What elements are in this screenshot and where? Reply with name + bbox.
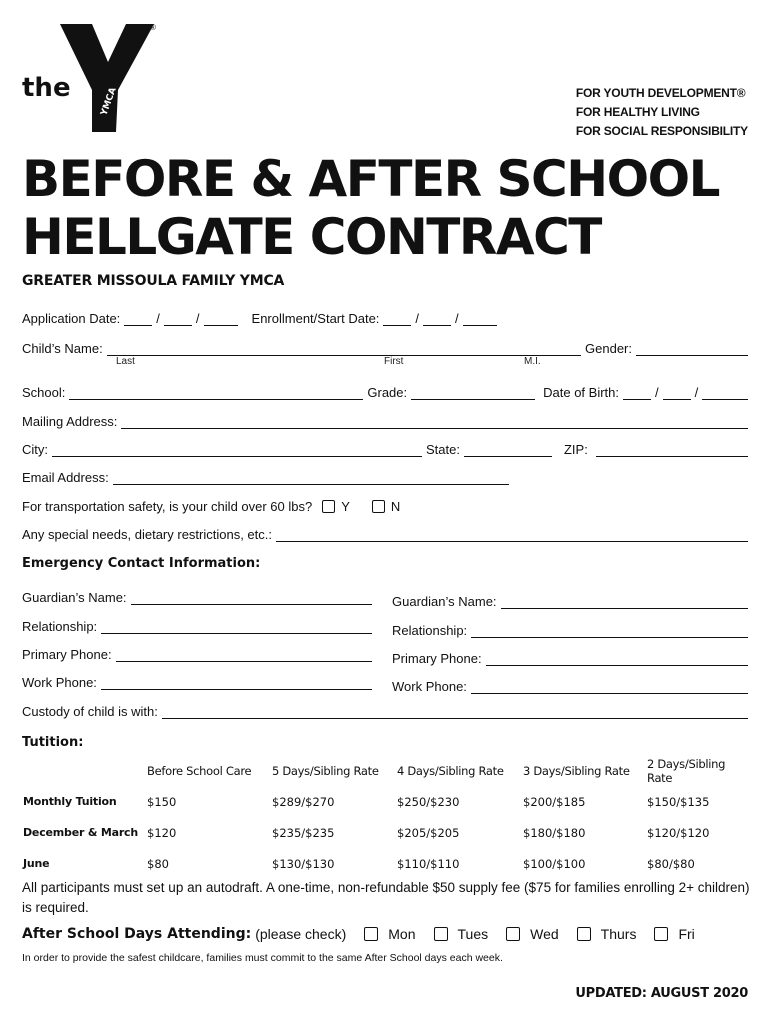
special-needs-label: Any special needs, dietary restrictions, etc.: xyxy=(22,527,273,542)
tuition-column-header: Before School Care xyxy=(147,764,252,778)
guardian1-primary-phone-label: Primary Phone: xyxy=(22,647,112,662)
zip-label: ZIP: xyxy=(563,442,588,457)
special-needs-row xyxy=(22,520,748,542)
dob-year[interactable] xyxy=(702,384,748,400)
application-date-year[interactable] xyxy=(204,310,238,326)
mailing-address-row xyxy=(22,407,748,429)
tuition-heading: Tutition: xyxy=(22,735,84,750)
days-attending-row xyxy=(22,926,695,942)
tuition-cell: $120/$120 xyxy=(647,825,710,840)
guardian2-relationship-row xyxy=(392,616,748,638)
guardian2-work-phone-label: Work Phone: xyxy=(392,679,467,694)
title-line-1: BEFORE & AFTER SCHOOL xyxy=(22,150,719,208)
zip-field[interactable] xyxy=(596,441,748,457)
enrollment-date-label: Enrollment/Start Date: xyxy=(251,311,380,326)
organization-name: GREATER MISSOULA FAMILY YMCA xyxy=(22,273,285,289)
guardian1-work-phone-label: Work Phone: xyxy=(22,675,97,690)
school-field[interactable] xyxy=(69,384,363,400)
day-fri-label: Fri xyxy=(678,926,695,942)
tuition-column-header: 2 Days/Sibling Rate xyxy=(647,757,726,785)
autodraft-note: All participants must set up an autodraft. A one-time, non-refundable $50 supply fee ($75 for families enrolling 2+ children) is required. xyxy=(22,880,750,915)
table-row xyxy=(22,786,750,817)
guardian1-name-row xyxy=(22,583,376,605)
guardian2-relationship-label: Relationship: xyxy=(392,623,468,638)
guardian2-name-field[interactable] xyxy=(501,593,748,609)
guardian1-relationship-label: Relationship: xyxy=(22,619,98,634)
custody-row xyxy=(22,697,748,719)
transport-yes-checkbox[interactable] xyxy=(322,500,335,513)
tuition-cell: $110/$110 xyxy=(397,856,460,871)
day-wed-checkbox[interactable] xyxy=(506,927,520,941)
email-row xyxy=(22,463,748,485)
guardian2-name-row xyxy=(392,587,748,609)
logo-ymca-text: YMCA xyxy=(99,86,119,118)
table-row xyxy=(22,817,750,848)
days-attending-hint: (please check) xyxy=(255,926,347,942)
email-label: Email Address: xyxy=(22,470,109,485)
transport-yes-label: Y xyxy=(341,499,350,514)
day-mon-checkbox[interactable] xyxy=(364,927,378,941)
tuition-cell: $250/$230 xyxy=(397,794,460,809)
custody-label: Custody of child is with: xyxy=(22,704,158,719)
dob-day[interactable] xyxy=(663,384,691,400)
tagline-line: FOR HEALTHY LIVING xyxy=(575,105,700,119)
tuition-cell: $200/$185 xyxy=(523,794,586,809)
commit-note: In order to provide the safest childcare, families must commit to the same After School days each week. xyxy=(22,952,503,964)
tuition-cell: $150 xyxy=(147,794,177,809)
guardian1-work-phone-field[interactable] xyxy=(101,674,372,690)
dob-month[interactable] xyxy=(623,384,651,400)
guardian2-primary-phone-label: Primary Phone: xyxy=(392,651,482,666)
grade-field[interactable] xyxy=(411,384,535,400)
city-label: City: xyxy=(22,442,48,457)
state-field[interactable] xyxy=(464,441,552,457)
guardian1-primary-phone-field[interactable] xyxy=(116,646,372,662)
guardian2-primary-phone-field[interactable] xyxy=(486,650,748,666)
tuition-row-label: December & March xyxy=(23,826,138,839)
mailing-address-field[interactable] xyxy=(121,413,748,429)
guardian1-primary-phone-row xyxy=(22,640,376,662)
guardian2-relationship-field[interactable] xyxy=(471,622,748,638)
guardian1-name-field[interactable] xyxy=(131,589,372,605)
city-field[interactable] xyxy=(52,441,422,457)
tagline xyxy=(576,84,748,141)
tuition-row-label: June xyxy=(23,857,50,870)
tagline-line: FOR YOUTH DEVELOPMENT® xyxy=(575,86,746,100)
day-thurs-label: Thurs xyxy=(600,926,637,942)
days-attending-label: After School Days Attending: xyxy=(22,926,252,942)
transport-no-label: N xyxy=(390,499,401,514)
email-field[interactable] xyxy=(113,469,509,485)
day-tues-label: Tues xyxy=(457,926,489,942)
name-first-hint: First xyxy=(384,356,404,367)
day-thurs-checkbox[interactable] xyxy=(577,927,591,941)
title-line-2: HELLGATE CONTRACT xyxy=(22,208,601,266)
emergency-heading: Emergency Contact Information: xyxy=(22,556,261,571)
ymca-logo xyxy=(22,16,172,134)
tuition-row-label: Monthly Tuition xyxy=(23,795,117,808)
tuition-cell: $120 xyxy=(147,825,177,840)
tuition-column-header: 4 Days/Sibling Rate xyxy=(397,764,504,778)
day-wed-label: Wed xyxy=(530,926,559,942)
day-mon-label: Mon xyxy=(388,926,416,942)
tuition-cell: $180/$180 xyxy=(523,825,586,840)
custody-field[interactable] xyxy=(162,703,748,719)
grade-label: Grade: xyxy=(367,385,408,400)
special-needs-field[interactable] xyxy=(276,526,748,542)
tuition-cell: $289/$270 xyxy=(272,794,335,809)
tuition-cell: $130/$130 xyxy=(272,856,335,871)
application-date-day[interactable] xyxy=(164,310,192,326)
guardian2-primary-phone-row xyxy=(392,644,748,666)
child-name-label: Child’s Name: xyxy=(22,341,103,356)
day-tues-checkbox[interactable] xyxy=(434,927,448,941)
tagline-line: FOR SOCIAL RESPONSIBILITY xyxy=(575,124,748,138)
tuition-table xyxy=(22,756,750,879)
transport-no-checkbox[interactable] xyxy=(372,500,385,513)
logo-the-text: the xyxy=(22,73,71,103)
guardian2-name-label: Guardian’s Name: xyxy=(392,594,497,609)
enrollment-date-month[interactable] xyxy=(383,310,411,326)
tuition-cell: $80 xyxy=(147,856,169,871)
city-row xyxy=(22,435,748,457)
state-label: State: xyxy=(426,442,460,457)
date-row: Application Date: / / Enrollment/Start Date: / / xyxy=(22,304,748,326)
school-label: School: xyxy=(22,385,66,400)
transport-question: For transportation safety, is your child over 60 lbs? xyxy=(22,499,313,514)
guardian1-relationship-field[interactable] xyxy=(101,618,372,634)
gender-field[interactable] xyxy=(636,340,748,356)
tuition-cell: $205/$205 xyxy=(397,825,460,840)
tuition-header-row xyxy=(22,756,750,786)
tuition-column-header: 5 Days/Sibling Rate xyxy=(272,764,379,778)
guardian1-relationship-row xyxy=(22,612,376,634)
guardian2-work-phone-row xyxy=(392,672,748,694)
mailing-address-label: Mailing Address: xyxy=(22,414,118,429)
school-row: School: Grade: Date of Birth: / / xyxy=(22,378,748,400)
tuition-cell: $100/$100 xyxy=(523,856,586,871)
tuition-cell: $235/$235 xyxy=(272,825,335,840)
enrollment-date-day[interactable] xyxy=(423,310,451,326)
svg-text:®: ® xyxy=(150,23,156,32)
child-name-row xyxy=(22,334,748,356)
transport-row xyxy=(22,492,748,514)
name-mi-hint: M.I. xyxy=(524,356,541,367)
tuition-column-header: 3 Days/Sibling Rate xyxy=(523,764,630,778)
guardian2-work-phone-field[interactable] xyxy=(471,678,748,694)
application-date-month[interactable] xyxy=(124,310,152,326)
enrollment-date-year[interactable] xyxy=(463,310,497,326)
gender-label: Gender: xyxy=(585,341,632,356)
table-row xyxy=(22,848,750,879)
child-name-field[interactable] xyxy=(107,340,581,356)
guardian1-work-phone-row xyxy=(22,668,376,690)
tuition-cell: $80/$80 xyxy=(647,856,695,871)
day-fri-checkbox[interactable] xyxy=(654,927,668,941)
name-last-hint: Last xyxy=(116,356,135,367)
tuition-cell: $150/$135 xyxy=(647,794,710,809)
updated-date: UPDATED: AUGUST 2020 xyxy=(575,986,748,1001)
application-date-label: Application Date: xyxy=(22,311,121,326)
page-title xyxy=(22,150,719,266)
guardian1-name-label: Guardian’s Name: xyxy=(22,590,127,605)
dob-label: Date of Birth: xyxy=(543,385,619,400)
